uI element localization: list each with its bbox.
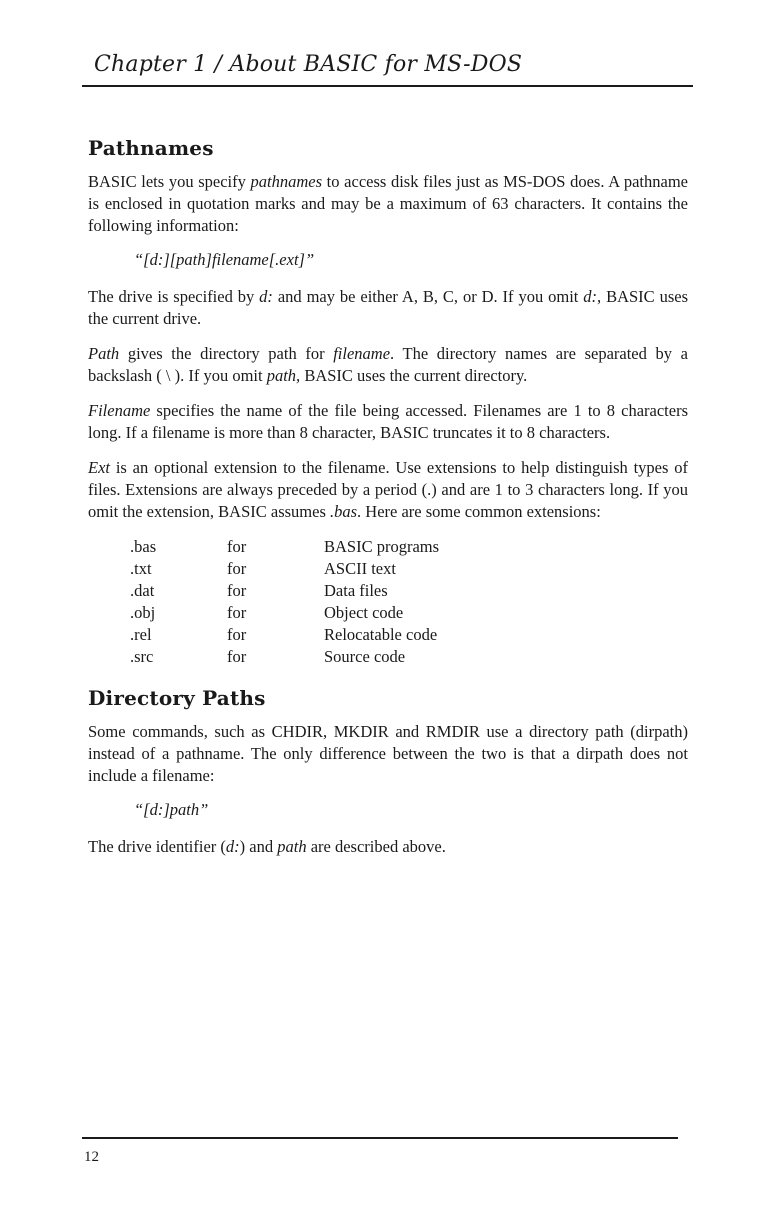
drive-term: d: <box>259 287 273 306</box>
for-cell: for <box>227 559 247 578</box>
filename-text: specifies the name of the file being accessed. Filenames are 1 to 8 characters long. If a filename is more than 8 character, BASIC truncates it to 8 characters. <box>88 401 688 442</box>
desc-cell: Object code <box>324 603 404 622</box>
path-paragraph <box>88 343 688 387</box>
page-number: 12 <box>84 1149 99 1165</box>
drive-text-b: and may be either A, B, C, or D. If you omit <box>272 287 584 306</box>
table-row <box>130 536 688 558</box>
ext-cell: .obj <box>130 603 156 622</box>
table-row <box>130 646 688 668</box>
directory-closing-paragraph <box>88 836 688 858</box>
intro-term: pathnames <box>250 172 323 191</box>
path-term: Path <box>88 344 120 363</box>
pathnames-heading: Pathnames <box>88 136 214 160</box>
ext-text-b: . Here are some common extensions: <box>357 502 601 521</box>
table-row <box>130 558 688 580</box>
intro-text-a: BASIC lets you specify <box>88 172 251 191</box>
path-term-2: path, <box>266 366 301 385</box>
closing-text-b: ) and <box>239 837 278 856</box>
for-cell: for <box>227 581 247 600</box>
ext-paragraph <box>88 457 688 523</box>
ext-term: Ext <box>88 458 110 477</box>
ext-cell: .src <box>130 647 154 666</box>
ext-cell: .bas <box>130 537 157 556</box>
drive-text-a: The drive is specified by <box>88 287 260 306</box>
desc-cell: Relocatable code <box>324 625 438 644</box>
closing-path-term: path <box>277 837 307 856</box>
chapter-header: Chapter 1 / About BASIC for MS-DOS <box>94 52 523 77</box>
pathname-syntax: “[d:][path]filename[.ext]” <box>134 250 315 269</box>
footer-rule <box>82 1137 678 1139</box>
for-cell: for <box>227 647 247 666</box>
desc-cell: Source code <box>324 647 406 666</box>
path-text-b: . The directory names are separated by a backslash ( \ ). If you omit <box>88 344 688 385</box>
ext-cell: .txt <box>130 559 152 578</box>
ext-default: .bas <box>330 502 358 521</box>
table-row <box>130 602 688 624</box>
ext-cell: .dat <box>130 581 155 600</box>
desc-cell: Data files <box>324 581 388 600</box>
extensions-table <box>130 536 688 668</box>
directory-intro-paragraph: Some commands, such as CHDIR, MKDIR and RMDIR use a directory path (dirpath) instead of a pathname. The only difference between the two is that a dirpath does not include a filename: <box>88 722 688 785</box>
closing-term: d: <box>225 837 240 856</box>
directory-paths-heading: Directory Paths <box>88 686 266 710</box>
intro-text-b: to access disk files just as MS-DOS does. A pathname is enclosed in quotation marks and may be a maximum of 63 characters. It contains the following information: <box>88 172 688 235</box>
for-cell: for <box>227 537 247 556</box>
path-text-a: gives the directory path for <box>119 344 334 363</box>
table-row <box>130 624 688 646</box>
filename-paragraph <box>88 400 688 444</box>
path-text-c: BASIC uses the current directory. <box>300 366 528 385</box>
table-row <box>130 580 688 602</box>
drive-text-c: , BASIC uses the current drive. <box>88 287 688 328</box>
drive-paragraph <box>88 286 688 330</box>
filename-term: Filename <box>88 401 151 420</box>
drive-term-2: d: <box>583 287 598 306</box>
path-filename-term: filename <box>333 344 391 363</box>
desc-cell: ASCII text <box>324 559 396 578</box>
ext-text-a: is an optional extension to the filename. Use extensions to help distinguish types of files. Extensions are always preceded by a period (.) and are 1 to 3 characters long. If you omit the extension, BASIC assumes <box>88 458 688 521</box>
closing-text-c: are described above. <box>306 837 446 856</box>
closing-text-a: The drive identifier ( <box>88 837 226 856</box>
for-cell: for <box>227 603 247 622</box>
header-rule <box>82 85 693 87</box>
pathnames-intro-paragraph <box>88 171 688 237</box>
desc-cell: BASIC programs <box>324 537 440 556</box>
page-content <box>88 136 688 871</box>
for-cell: for <box>227 625 247 644</box>
ext-cell: .rel <box>130 625 152 644</box>
dirpath-syntax: “[d:]path” <box>134 800 209 819</box>
